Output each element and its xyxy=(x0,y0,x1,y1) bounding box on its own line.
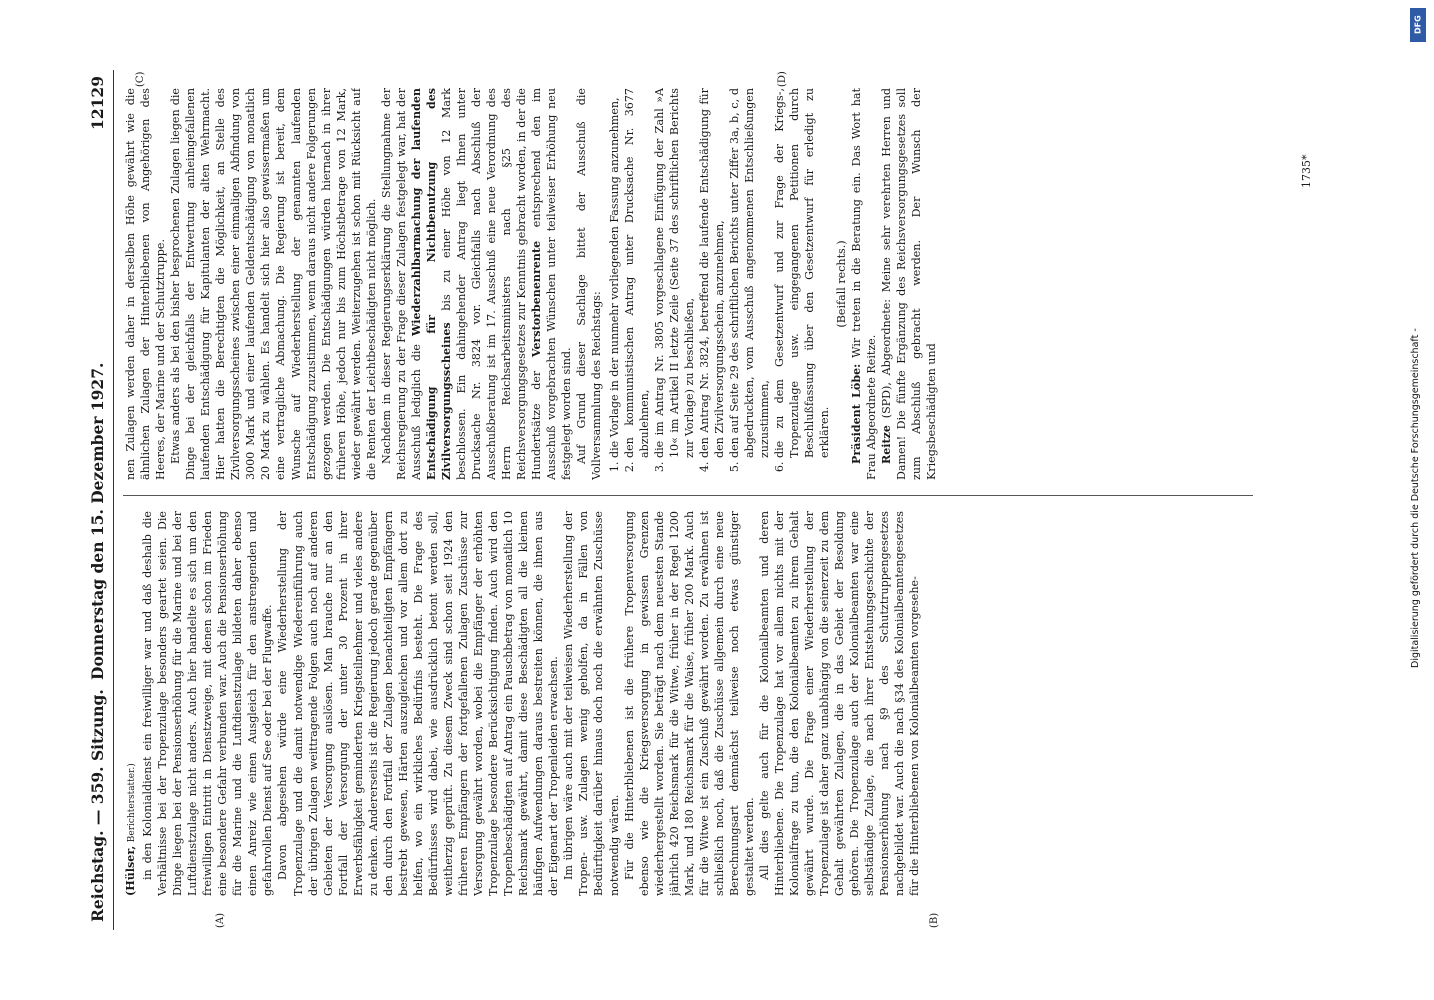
margin-mark-a: (A) xyxy=(215,912,226,928)
bold-run: Verstorbenenrente xyxy=(530,240,544,358)
reitze-name: Reitze xyxy=(880,425,894,464)
speaker-line xyxy=(123,511,140,896)
margin-mark-d: (D) xyxy=(777,71,788,87)
text-run: bis zu einer Höhe von 12 Mark beschlossen. Ein dahingehender Antrag liegt Ihnen unter Drucksache Nr. 3824 vor. Gleichfalls nach Abschluß der Ausschußberatung ist im 17. Ausschuß eine neue Verordnung des Herrn Reichsarbeitsministers nach §25 des Reichsversorgungsgesetzes zur Kenntnis gebracht worden, in der die Hundertsätze der xyxy=(439,88,544,480)
right-paragraph: nen Zulagen werden daher in derselben Höhe gewährt wie die ähnlichen Zulagen der Hinterbliebenen von Angehörigen des Heeres, der Marine und der Schutztruppe. xyxy=(124,88,168,480)
right-paragraph xyxy=(379,88,575,480)
list-item: 5. den auf Seite 29 des schriftlichen Berichts unter Ziffer 3a, b, c, d abgedruckten, vom Ausschuß angenommenen Entschließungen zuzustimmen, xyxy=(727,88,772,458)
text-run: Wir treten in die Beratung ein. Das Wort hat Frau Abgeordnete Reitze. xyxy=(850,88,879,480)
president-name: Präsident Löbe: xyxy=(850,363,864,464)
left-paragraph: in den Kolonialdienst ein freiwilliger war und daß deshalb die Verhältnisse bei der Tropenzulage besonders geartet seien. Die Dinge liegen bei der Pensionserhöhung für die Marine und bei der Luftdienstzulage nicht anders. Auch hier handelte es sich um den freiwilligen Eintritt in Dienstzweige, mit denen schon im Frieden eine besondere Gefahr verbunden war. Auch die Pensionserhöhung für die Marine und die Luftdienstzulage bildeten daher ebenso einen Anreiz wie einen Ausgleich für den anstrengenden und gefahrvollen Dienst auf See oder bei der Flugwaffe. xyxy=(141,511,275,896)
header-rule xyxy=(113,70,114,930)
list-item: 3. die im Antrag Nr. 3805 vorgeschlagene Einfügung der Zahl »A 10« im Artikel II letzte Zeile (Seite 37 des schriftlichen Berichts zur Vorlage) zu beschließen, xyxy=(652,88,697,458)
left-paragraph: Für die Hinterbliebenen ist die frühere Tropenversorgung ebenso wie die Kriegsversorgung in gewissen Grenzen wiederhergestellt worden. Sie beträgt nach dem neuesten Stande jährlich 420 Reichsmark für die Witwe, früher in der Regel 1200 Mark, und 180 Reichsmark für die Waise, früher 200 Mark. Auch für die Witwe ist ein Zuschuß gewährt worden. Zu erwähnen ist schließlich noch, daß die Zuschüsse allgemein durch eine neue Berechnungsart demnächst teilweise noch etwas günstiger gestaltet werden. xyxy=(622,511,756,896)
sheet-signature: 1735* xyxy=(1300,154,1313,188)
reitze-paragraph xyxy=(879,88,939,480)
margin-mark-c: (C) xyxy=(135,71,146,87)
left-paragraph: Im übrigen wäre auch mit der teilweisen Wiederherstellung der Tropen- usw. Zulagen wenig geholfen, da in Fällen von Bedürftigkeit darüber hinaus doch noch die erwähnten Zuschüsse notwendig wären. xyxy=(562,511,621,896)
rotated-document-page xyxy=(85,70,1345,930)
dfg-logo-badge: DFG xyxy=(1410,8,1426,42)
speaker-role: Berichterstatter.) xyxy=(127,763,137,843)
list-item: 2. den kommunistischen Antrag unter Drucksache Nr. 3677 abzulehnen, xyxy=(622,88,652,458)
page-header xyxy=(85,70,111,930)
header-date: Donnerstag den 15. Dezember 1927. xyxy=(88,362,107,680)
dfg-funding-note: Digitalisierung gefördert durch die Deutsche Forschungsgemeinschaft - xyxy=(1410,328,1421,668)
right-paragraph: Etwas anders als bei den bisher besprochenen Zulagen liegen die Dinge bei der gleichfalls der Entwertung anheimgefallenen laufenden Entschädigung für Kapitulanten der alten Wehrmacht. Hier hatten die Berechtigten die Möglichkeit, an Stelle des Zivilversorgungsscheines zwischen einer einmaligen Abfindung von 3000 Mark und einer laufenden Geldentschädigung von monatlich 20 Mark zu wählen. Es handelt sich hier also gewissermaßen um eine vertragliche Abmachung. Die Regierung ist bereit, dem Wunsche auf Wiederherstellung der genannten laufenden Entschädigung zuzustimmen, wenn daraus nicht andere Folgerungen gezogen werden. Die Entschädigungen würden hiernach in ihrer früheren Höhe, jedoch nur bis zum Höchstbetrage von 12 Mark, wieder gewährt werden. Weiterzugehen ist schon mit Rücksicht auf die Renten der Leichtbeschädigten nicht möglich. xyxy=(169,88,378,480)
left-paragraph: Davon abgesehen würde eine Wiederherstellung der Tropenzulage und die damit notwendige Wiedereinführung auch der übrigen Zulagen weittragende Folgen auch noch auf anderen Gebieten der Versorgung auslösen. Man brauche nur an den Fortfall der Versorgung der unter 30 Prozent in ihrer Erwerbsfähigkeit geminderten Kriegsteilnehmer und vieles andere zu denken. Andererseits ist die Regierung jedoch gerade gegenüber den durch den Fortfall der Zulagen benachteiligten Empfängern bestrebt gewesen, Härten auszugleichen und vor allem dort zu helfen, wo ein wirkliches Bedürfnis besteht. Die Frage des Bedürfnisses wird dabei, wie ausdrücklich betont werden soll, weitherzig geprüft. Zu diesem Zweck sind schon seit 1924 den früheren Empfängern der fortgefallenen Zulagen Zuschüsse zur Versorgung gewährt worden, wobei die Empfänger der erhöhten Tropenzulage besondere Berücksichtigung finden. Auch wird den Tropenbeschädigten auf Antrag ein Pauschbetrag von monatlich 10 Reichsmark gewährt, damit diese Beschädigten all die kleinen häufigen Aufwendungen daraus bestreiten können, die ihnen aus der Eigenart der Tropenleiden erwachsen. xyxy=(276,511,561,896)
header-session: Reichstag. — 359. Sitzung. xyxy=(88,689,107,922)
list-item: 1. die Vorlage in der nunmehr vorliegenden Fassung anzunehmen, xyxy=(607,88,622,458)
left-paragraph: All dies gelte auch für die Kolonialbeamten und deren Hinterbliebene. Die Tropenzulage hat vor allem nichts mit der Kolonialfrage zu tun, die den Kolonialbeamten zu ihrem Gehalt gewährt wurde. Die Frage einer Wiederherstellung der Tropenzulage ist daher ganz unabhängig von die seinerzeit zu dem Gehalt gewährten Zulagen, die in das Gebiet der Besoldung gehören. Die Tropenzulage auch der Kolonialbeamten war eine selbständige Zulage, die nach ihrer Entstehungsgeschichte der Pensionserhöhung nach §9 des Schutztruppengesetzes nachgebildet war. Auch die nach §34 des Kolonialbeamtengesetzes für die Hinterbliebenen von Kolonialbeamten vorgesehe- xyxy=(757,511,922,896)
column-divider xyxy=(123,495,1253,496)
right-column xyxy=(123,88,1333,480)
motion-list xyxy=(607,88,833,480)
speaker-name: (Hülser, xyxy=(124,845,137,896)
right-paragraph: Auf Grund dieser Sachlage bittet der Ausschuß die Vollversammlung des Reichstags: xyxy=(575,88,604,480)
bold-run: Wiederzahlbarmachung der laufenden Entschädigung für Nichtbenutzung des Zivilversorgungsscheines xyxy=(409,88,453,480)
text-run: (SPD), Abgeordnete: Meine sehr verehrten Herren und Damen! Die fünfte Ergänzung des Reichsversorgungsgesetzes soll zum Abschluß gebracht werden. Der Wunsch der Kriegsbeschädigten und xyxy=(880,88,939,480)
dfg-sidebar xyxy=(1410,8,1428,668)
text-run: Nachdem in dieser Regierungserklärung die Stellungnahme der Reichsregierung zu der Frage dieser Zulagen festgelegt war, hat der Ausschuß lediglich die xyxy=(379,88,423,480)
margin-mark-b: (B) xyxy=(929,912,940,928)
list-item: 6. die zu dem Gesetzentwurf und zur Frage der Kriegs-, Tropenzulage usw. eingegangenen Petitionen durch Beschlußfassung über den Gesetzentwurf für erledigt zu erklären. xyxy=(772,88,832,458)
left-column xyxy=(123,511,1333,896)
applause-note: (Beifall rechts.) xyxy=(835,240,849,328)
list-item: 4. den Antrag Nr. 3824, betreffend die laufende Entschädigung für den Zivilversorgungsschein, anzunehmen, xyxy=(697,88,727,458)
president-paragraph xyxy=(849,88,879,480)
page-number: 12129 xyxy=(88,76,107,130)
text-run: entsprechend den im Ausschuß vorgebrachten Wünschen unter teilweiser Erhöhung neu festgelegt worden sind. xyxy=(530,88,574,480)
